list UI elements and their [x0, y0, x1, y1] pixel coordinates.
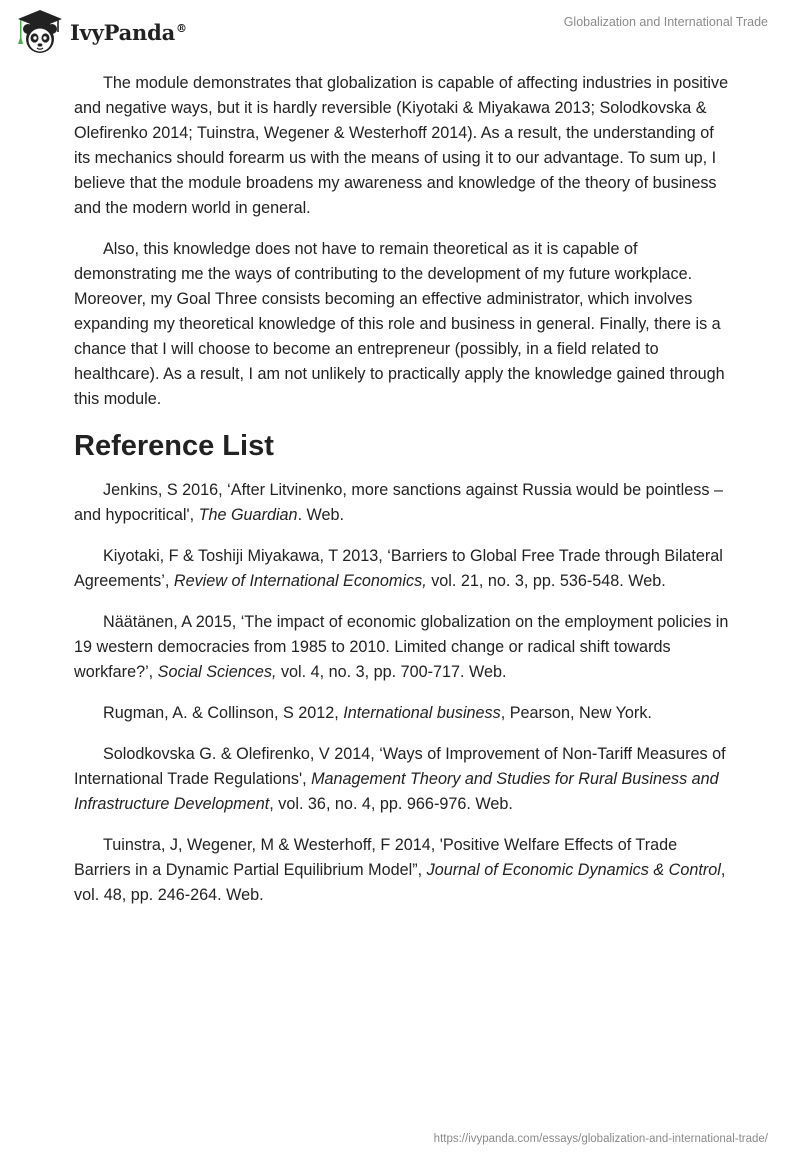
body-paragraph: The module demonstrates that globalization is capable of affecting industries in positive and negative ways, but it is hardly reversible (Kiyotaki & Miyakawa 2013; Solodkovska & Olefirenko 2014; Tuinstra, Wegener & Westerhoff 2014). As a result, the understanding of its mechanics should forearm us with the means of using it to our advantage. To sum up, I believe that the module broadens my awareness and knowledge of the theory of business and the modern world in general. [74, 74, 729, 217]
reference-item: Kiyotaki, F & Toshiji Miyakawa, T 2013, ‘Barriers to Global Free Trade through Bilateral Agreements’, Review of International Economics, vol. 21, no. 3, pp. 536-548. Web. [74, 547, 723, 590]
brand-name: IvyPanda® [70, 19, 187, 45]
reference-item: Solodkovska G. & Olefirenko, V 2014, ‘Ways of Improvement of Non-Tariff Measures of International Trade Regulations', Management Theory and Studies for Rural Business and Infrastructure Development, vol. 36, no. 4, pp. 966-976. Web. [74, 745, 726, 813]
document-title: Globalization and International Trade [563, 15, 768, 29]
reference-list-heading: Reference List [74, 430, 274, 462]
reference-item: Rugman, A. & Collinson, S 2012, International business, Pearson, New York. [103, 704, 652, 722]
reference-item: Jenkins, S 2016, ‘After Litvinenko, more sanctions against Russia would be pointless – and hypocritical', The Guardian. Web. [74, 481, 723, 524]
source-url-link[interactable]: https://ivypanda.com/essays/globalization-and-international-trade/ [433, 1133, 768, 1145]
panda-graduate-icon [16, 8, 64, 56]
reference-list [74, 478, 734, 908]
registered-mark: ® [176, 21, 187, 35]
body-paragraph: Also, this knowledge does not have to remain theoretical as it is capable of demonstrating me the ways of contributing to the development of my future workplace. Moreover, my Goal Three consists becoming an effective administrator, which involves expanding my theoretical knowledge of this role and business in general. Finally, there is a chance that I will choose to become an entrepreneur (possibly, in a field related to healthcare). As a result, I am not unlikely to practically apply the knowledge gained through this module. [74, 240, 725, 408]
essay-content [74, 71, 734, 924]
brand-logo[interactable] [16, 8, 187, 56]
reference-item: Näätänen, A 2015, ‘The impact of economic globalization on the employment policies in 19 western democracies from 1985 to 2010. Limited change or radical shift towards workfare?’, Social Sciences, vol. 4, no. 3, pp. 700-717. Web. [74, 613, 729, 681]
reference-item: Tuinstra, J, Wegener, M & Westerhoff, F 2014, 'Positive Welfare Effects of Trade Barriers in a Dynamic Partial Equilibrium Model”, Journal of Economic Dynamics & Control, vol. 48, pp. 246-264. Web. [74, 836, 726, 904]
page-header [0, 0, 800, 60]
